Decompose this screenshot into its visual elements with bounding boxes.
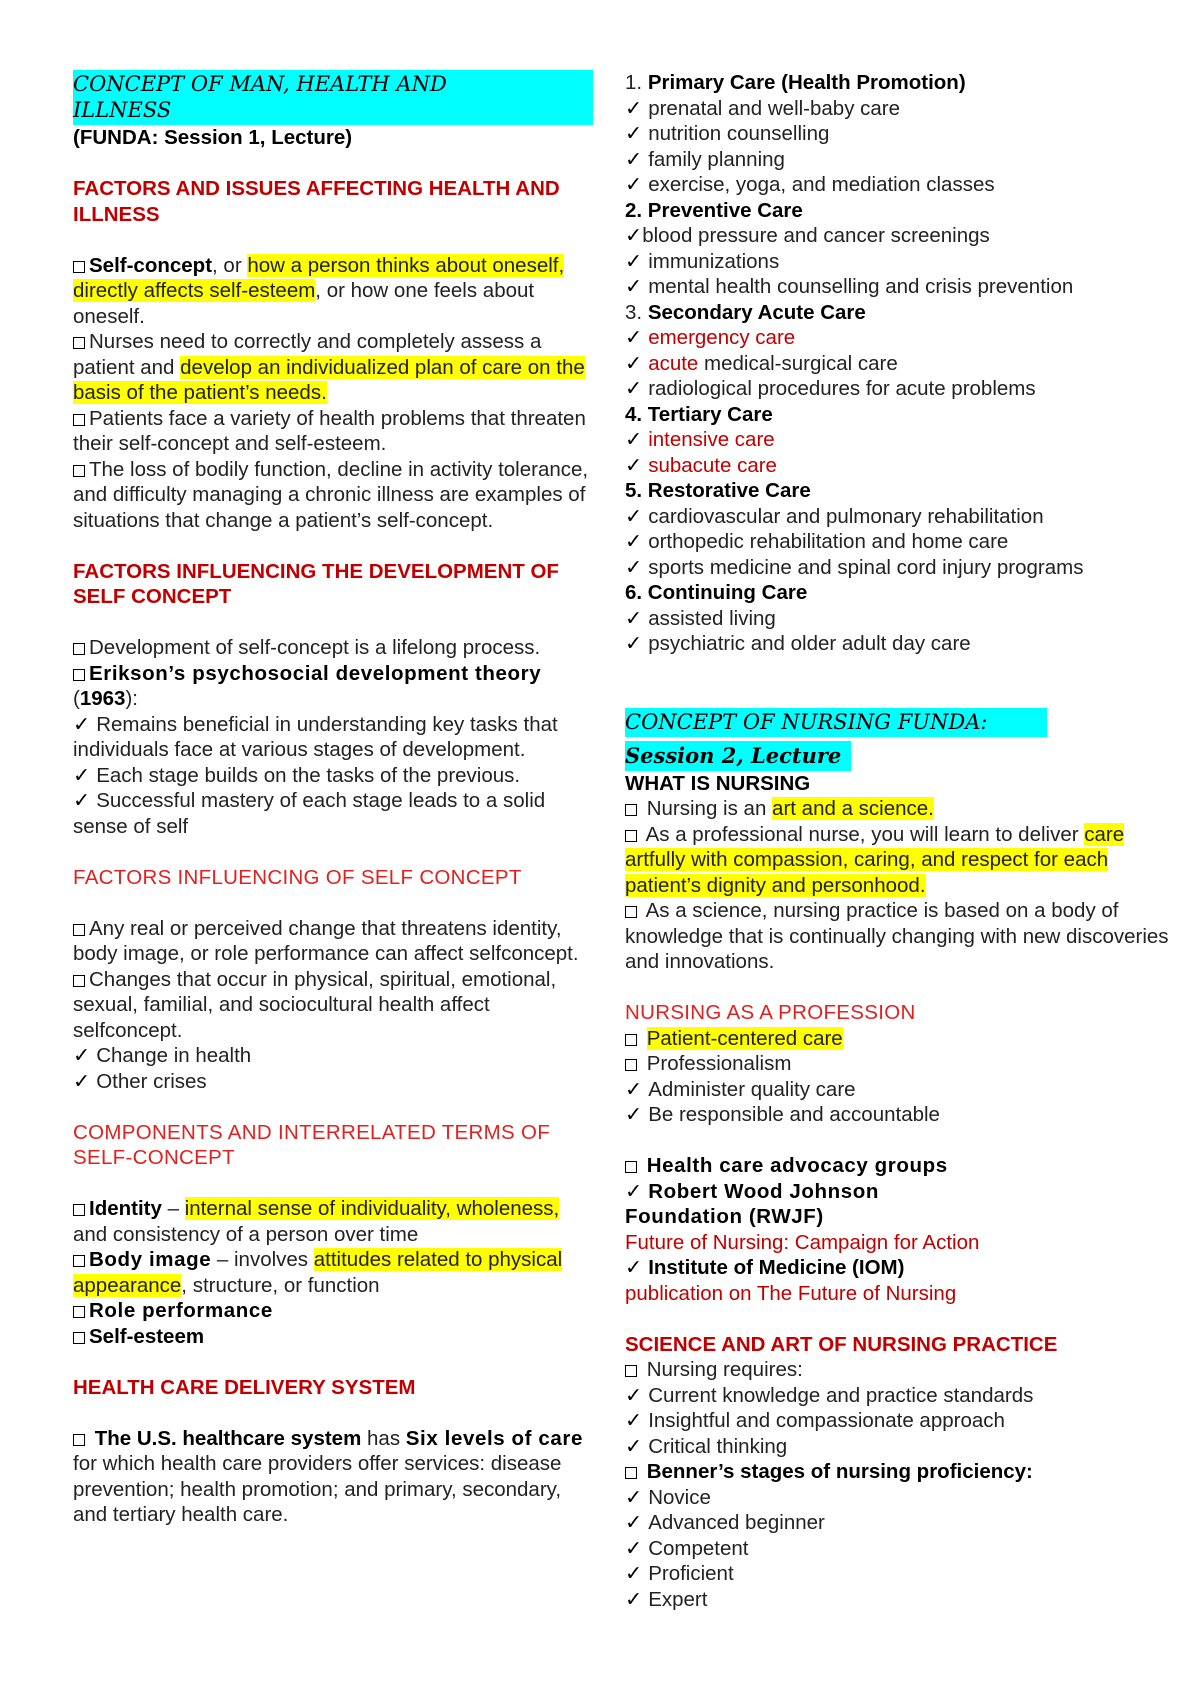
check-item: ✓ Robert Wood Johnson: [625, 1179, 879, 1203]
checkmark-icon: ✓: [625, 1077, 643, 1101]
list-item: The loss of bodily function, decline in activity tolerance, and difficulty managing a chronic illness are examples of situations that change a patient’s self-concept.: [73, 457, 589, 532]
checkmark-icon: ✓: [73, 1044, 91, 1067]
check-item: ✓ acute medical-surgical care: [625, 351, 898, 375]
list-item: Professionalism: [625, 1051, 1170, 1077]
list-item: Role performance: [73, 1298, 593, 1324]
check-item: ✓ Each stage builds on the tasks of the previous.: [73, 763, 521, 787]
check-item: ✓ sports medicine and spinal cord injury programs: [625, 555, 1084, 579]
list-item: Development of self-concept is a lifelong process.: [73, 635, 593, 661]
checkmark-icon: ✓: [625, 555, 643, 579]
care-level-primary: 1. Primary Care (Health Promotion): [625, 71, 966, 94]
check-item: ✓ cardiovascular and pulmonary rehabilitation: [625, 504, 1044, 528]
section-heading-what-is-nursing: WHAT IS NURSING: [625, 771, 811, 795]
care-level-tertiary: 4. Tertiary Care: [625, 402, 773, 426]
checkmark-icon: ✓: [625, 173, 643, 196]
list-item: Patient-centered care: [625, 1026, 1170, 1052]
checkmark-icon: ✓: [73, 763, 91, 787]
section-heading-delivery: HEALTH CARE DELIVERY SYSTEM: [73, 1375, 416, 1399]
care-level-restorative: 5. Restorative Care: [625, 479, 811, 502]
list-item: The U.S. healthcare system has Six levels of care for which health care providers offer services: disease prevention; health promotion; and primary, secondary, and tertiary health care.: [73, 1426, 583, 1526]
checkbox-bullet-icon: [625, 1365, 637, 1377]
check-item: ✓ emergency care: [625, 326, 796, 349]
check-item: ✓ Proficient: [625, 1562, 734, 1585]
check-item: ✓ family planning: [625, 147, 785, 171]
checkbox-bullet-icon: [625, 906, 637, 918]
check-item: ✓blood pressure and cancer screenings: [625, 224, 990, 247]
checkbox-bullet-icon: [625, 830, 637, 842]
checkbox-bullet-icon: [625, 1467, 637, 1479]
checkmark-icon: ✓: [625, 1536, 643, 1560]
check-item: ✓ Critical thinking: [625, 1434, 788, 1458]
checkmark-icon: ✓: [625, 147, 643, 171]
list-item: Body image – involves attitudes related to physical appearance, structure, or function: [73, 1248, 563, 1297]
rwjf-campaign: Future of Nursing: Campaign for Action: [625, 1230, 980, 1254]
checkmark-icon: ✓: [625, 1562, 643, 1585]
section-heading-influencing: FACTORS INFLUENCING OF SELF CONCEPT: [73, 865, 522, 889]
nursing-session-title: Session 2, Lecture: [625, 741, 851, 771]
check-item: ✓ Advanced beginner: [625, 1511, 825, 1534]
check-item: ✓ Successful mastery of each stage leads to a solid sense of self: [73, 789, 546, 838]
checkmark-icon: ✓: [625, 504, 643, 528]
check-item: ✓ assisted living: [625, 606, 776, 630]
check-item: ✓ immunizations: [625, 249, 780, 273]
checkmark-icon: ✓: [625, 1511, 643, 1534]
checkmark-icon: ✓: [625, 606, 643, 630]
session-subtitle: (FUNDA: Session 1, Lecture): [73, 126, 353, 149]
list-item: Nursing requires:: [625, 1357, 1170, 1383]
list-item: Self-concept, or how a person thinks about oneself, directly affects self-esteem, or how one feels about oneself.: [73, 253, 565, 328]
checkmark-icon: ✓: [625, 224, 643, 247]
section-heading-development: FACTORS INFLUENCING THE DEVELOPMENT OF SELF CONCEPT: [73, 559, 559, 608]
checkbox-bullet-icon: [625, 1034, 637, 1046]
checkmark-icon: ✓: [625, 632, 643, 655]
checkbox-bullet-icon: [73, 975, 85, 987]
check-item: ✓ Expert: [625, 1587, 708, 1611]
checkmark-icon: ✓: [625, 326, 643, 349]
section-heading-components: COMPONENTS AND INTERRELATED TERMS OF SELF-CONCEPT: [73, 1120, 551, 1169]
check-item: ✓ Be responsible and accountable: [625, 1103, 940, 1126]
check-item: ✓ mental health counselling and crisis prevention: [625, 275, 1074, 298]
section-heading-science-art: SCIENCE AND ART OF NURSING PRACTICE: [625, 1332, 1058, 1356]
page-title: CONCEPT OF MAN, HEALTH AND ILLNESS: [73, 70, 593, 125]
care-level-preventive: 2. Preventive Care: [625, 198, 803, 222]
checkmark-icon: ✓: [625, 351, 643, 375]
checkbox-bullet-icon: [73, 1434, 85, 1446]
list-item: Identity – internal sense of individuality, wholeness, and consistency of a person over time: [73, 1197, 560, 1246]
check-item: ✓ psychiatric and older adult day care: [625, 632, 971, 655]
checkbox-bullet-icon: [625, 1161, 637, 1173]
check-item: ✓ Administer quality care: [625, 1077, 856, 1101]
list-item: Self-esteem: [73, 1324, 593, 1350]
checkbox-bullet-icon: [73, 1255, 85, 1267]
checkmark-icon: ✓: [625, 1409, 643, 1432]
list-item: Nursing is an art and a science.: [625, 796, 1170, 822]
checkbox-bullet-icon: [625, 1059, 637, 1071]
rwjf-name: Foundation (RWJF): [625, 1205, 824, 1228]
check-item: ✓ intensive care: [625, 428, 775, 451]
checkmark-icon: ✓: [625, 1383, 643, 1407]
iom-publication: publication on The Future of Nursing: [625, 1281, 957, 1305]
checkmark-icon: ✓: [73, 1069, 91, 1093]
checkmark-icon: ✓: [625, 377, 643, 400]
checkmark-icon: ✓: [625, 1256, 643, 1279]
checkmark-icon: ✓: [625, 1179, 643, 1203]
section-heading-profession: NURSING AS A PROFESSION: [625, 1001, 916, 1024]
checkbox-bullet-icon: [73, 1204, 85, 1216]
checkmark-icon: ✓: [625, 96, 643, 120]
checkbox-bullet-icon: [73, 1332, 85, 1344]
check-item: ✓ Current knowledge and practice standards: [625, 1383, 1034, 1407]
checkmark-icon: ✓: [625, 275, 643, 298]
checkbox-bullet-icon: [73, 337, 85, 349]
list-item: As a science, nursing practice is based on a body of knowledge that is continually changing with new discoveries and innovations.: [625, 899, 1169, 973]
check-item: ✓ Competent: [625, 1536, 749, 1560]
checkmark-icon: ✓: [625, 1587, 643, 1611]
check-item: ✓ Other crises: [73, 1069, 207, 1093]
checkmark-icon: ✓: [625, 249, 643, 273]
check-item: ✓ Novice: [625, 1485, 711, 1509]
right-column: [625, 70, 1170, 1612]
check-item: ✓ orthopedic rehabilitation and home care: [625, 530, 1009, 553]
check-item: ✓ prenatal and well-baby care: [625, 96, 901, 120]
check-item: ✓ exercise, yoga, and mediation classes: [625, 173, 995, 196]
check-item: ✓ Insightful and compassionate approach: [625, 1409, 1005, 1432]
checkmark-icon: ✓: [625, 1103, 643, 1126]
checkbox-bullet-icon: [73, 465, 85, 477]
list-item: Changes that occur in physical, spiritual, emotional, sexual, familial, and sociocultural health affect selfconcept.: [73, 967, 557, 1042]
check-item: ✓ Institute of Medicine (IOM): [625, 1256, 905, 1279]
nursing-title: CONCEPT OF NURSING FUNDA:: [625, 708, 1047, 738]
check-item: ✓ Remains beneficial in understanding key tasks that individuals face at various stages of development.: [73, 712, 558, 761]
list-item: As a professional nurse, you will learn to deliver care artfully with compassion, caring, and respect for each patient’s dignity and personhood.: [625, 822, 1125, 897]
list-item: Health care advocacy groups: [625, 1153, 1170, 1179]
list-item: Nurses need to correctly and completely assess a patient and develop an individualized plan of care on the basis of the patient’s needs.: [73, 330, 585, 404]
section-heading-factors-issues: FACTORS AND ISSUES AFFECTING HEALTH AND ILLNESS: [73, 177, 560, 226]
list-item: Patients face a variety of health problems that threaten their self-concept and self-esteem.: [73, 406, 586, 455]
check-item: ✓ radiological procedures for acute problems: [625, 377, 1036, 400]
checkbox-bullet-icon: [73, 924, 85, 936]
checkmark-icon: ✓: [73, 789, 91, 812]
list-item: Any real or perceived change that threatens identity, body image, or role performance can affect selfconcept.: [73, 916, 579, 965]
checkbox-bullet-icon: [625, 804, 637, 816]
check-item: ✓ subacute care: [625, 453, 777, 477]
checkbox-bullet-icon: [73, 669, 85, 681]
checkbox-bullet-icon: [73, 1306, 85, 1318]
care-level-secondary: 3. Secondary Acute Care: [625, 300, 866, 324]
checkmark-icon: ✓: [625, 1485, 643, 1509]
check-item: ✓ nutrition counselling: [625, 122, 830, 145]
left-column: [73, 70, 593, 1528]
check-item: ✓ Change in health: [73, 1044, 252, 1067]
checkmark-icon: ✓: [73, 712, 91, 736]
checkmark-icon: ✓: [625, 453, 643, 477]
checkmark-icon: ✓: [625, 1434, 643, 1458]
care-level-continuing: 6. Continuing Care: [625, 581, 808, 604]
checkbox-bullet-icon: [73, 261, 85, 273]
list-item: Benner’s stages of nursing proficiency:: [625, 1459, 1170, 1485]
checkmark-icon: ✓: [625, 122, 643, 145]
checkbox-bullet-icon: [73, 414, 85, 426]
list-item: Erikson’s psychosocial development theory (1963):: [73, 661, 542, 710]
checkmark-icon: ✓: [625, 428, 643, 451]
checkbox-bullet-icon: [73, 643, 85, 655]
checkmark-icon: ✓: [625, 530, 643, 553]
